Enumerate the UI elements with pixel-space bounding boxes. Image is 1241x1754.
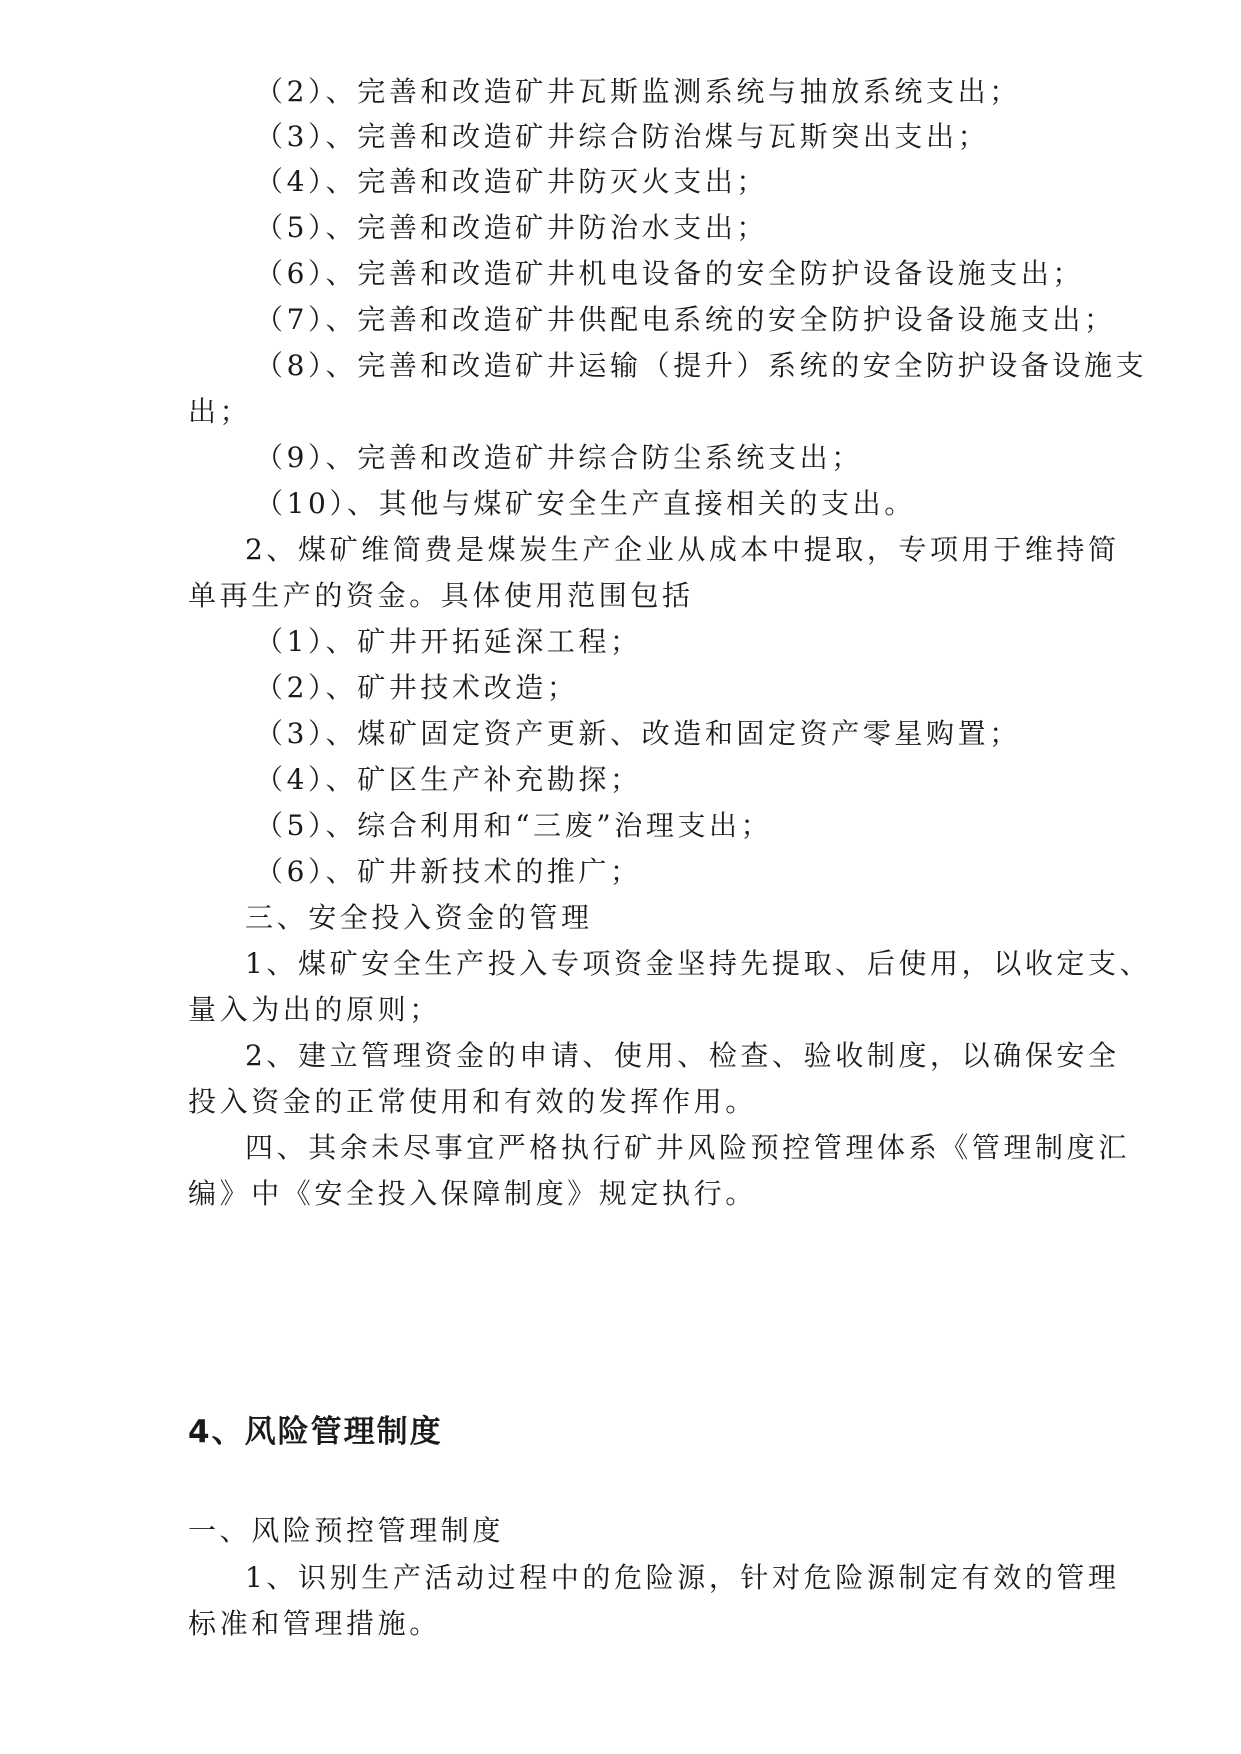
list-item: （6）、完善和改造矿井机电设备的安全防护设备设施支出； [255,257,1085,290]
list-item: （7）、完善和改造矿井供配电系统的安全防护设备设施支出； [255,303,1116,336]
list-item: （5）、综合利用和“三废”治理支出； [255,809,773,842]
list-item: （5）、完善和改造矿井防治水支出； [255,211,769,244]
list-item: （3）、完善和改造矿井综合防治煤与瓦斯突出支出； [255,120,990,153]
paragraph-line: 2、建立管理资金的申请、使用、检查、验收制度，以确保安全 [245,1039,1120,1072]
list-item: （1）、矿井开拓延深工程； [255,625,642,658]
list-item-continuation: 出； [188,395,252,428]
paragraph-line: 标准和管理措施。 [188,1607,441,1640]
list-item: （6）、矿井新技术的推广； [255,855,642,888]
list-item: （8）、完善和改造矿井运输（提升）系统的安全防护设备设施支 [255,349,1148,382]
list-item: （2）、完善和改造矿井瓦斯监测系统与抽放系统支出； [255,75,1021,108]
list-item: （10）、其他与煤矿安全生产直接相关的支出。 [255,487,916,520]
paragraph-line: 1、煤矿安全生产投入专项资金坚持先提取、后使用，以收定支、 [245,947,1152,980]
paragraph-line: 四、其余未尽事宜严格执行矿井风险预控管理体系《管理制度汇 [245,1131,1130,1164]
paragraph-line: 编》中《安全投入保障制度》规定执行。 [188,1177,757,1210]
list-item: （4）、完善和改造矿井防灭火支出； [255,165,769,198]
list-item: （2）、矿井技术改造； [255,671,579,704]
subheading: 一、风险预控管理制度 [188,1514,505,1547]
list-item: （9）、完善和改造矿井综合防尘系统支出； [255,441,863,474]
section-title: 三、安全投入资金的管理 [245,901,593,934]
paragraph-line: 单再生产的资金。具体使用范围包括 [188,579,694,612]
section-heading: 4、风险管理制度 [188,1414,443,1450]
paragraph-line: 1、识别生产活动过程中的危险源，针对危险源制定有效的管理 [245,1561,1120,1594]
list-item: （3）、煤矿固定资产更新、改造和固定资产零星购置； [255,717,1021,750]
list-item: （4）、矿区生产补充勘探； [255,763,642,796]
paragraph-line: 2、煤矿维简费是煤炭生产企业从成本中提取，专项用于维持简 [245,533,1120,566]
paragraph-line: 量入为出的原则； [188,993,441,1026]
paragraph-line: 投入资金的正常使用和有效的发挥作用。 [188,1085,757,1118]
